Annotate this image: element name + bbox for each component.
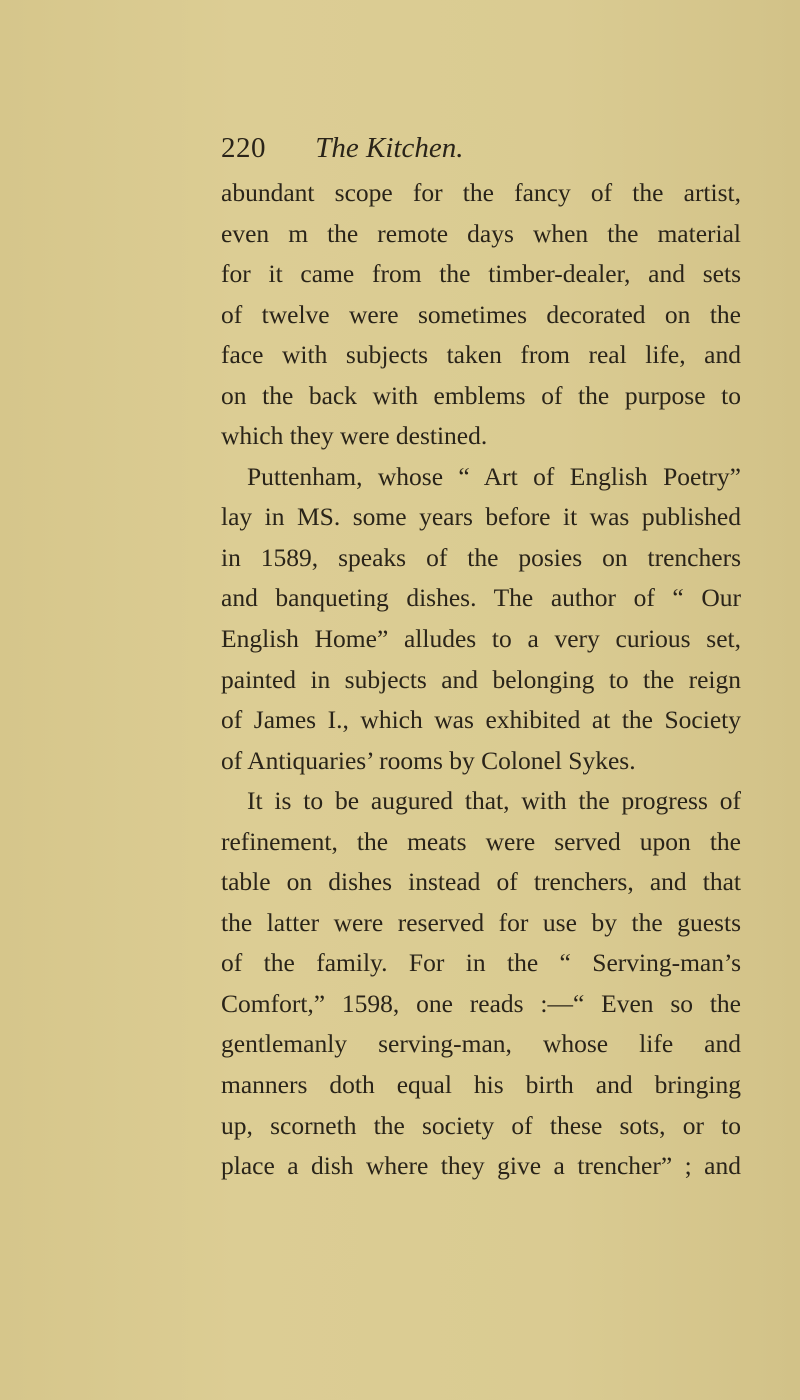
text-line: of Antiquaries’ rooms by Colonel Sykes. xyxy=(221,745,636,775)
text-line: and banqueting dishes. The author of “ Our xyxy=(221,583,741,613)
paragraph-start-line: Puttenham, whose “ Art of English Poetry” xyxy=(247,461,741,491)
text-line: of the family. For in the “ Serving-man’s xyxy=(221,948,741,978)
text-line: place a dish where they give a trencher” ; and xyxy=(221,1151,741,1181)
text-line: painted in subjects and belonging to the reign xyxy=(221,664,741,694)
page-number: 220 xyxy=(221,132,266,164)
text-line: on the back with emblems of the purpose to xyxy=(221,380,741,410)
text-line: abundant scope for the fancy of the artist, xyxy=(221,178,741,207)
text-line: of twelve were sometimes decorated on the xyxy=(221,299,741,329)
running-title: The Kitchen. xyxy=(315,132,464,164)
text-line: face with subjects taken from real life, and xyxy=(221,340,741,370)
text-line: Comfort,” 1598, one reads :—“ Even so the xyxy=(221,988,741,1018)
body-text xyxy=(221,173,741,1187)
text-line: table on dishes instead of trenchers, and that xyxy=(221,867,741,897)
running-head xyxy=(221,128,741,168)
text-line: gentlemanly serving-man, whose life and xyxy=(221,1029,741,1059)
text-line: which they were destined. xyxy=(221,421,488,451)
text-line: lay in MS. some years before it was published xyxy=(221,502,741,532)
text-line: of James I., which was exhibited at the Society xyxy=(221,705,741,735)
text-line: up, scorneth the society of these sots, or to xyxy=(221,1110,741,1140)
text-line: for it came from the timber-dealer, and sets xyxy=(221,259,741,289)
text-line: even m the remote days when the material xyxy=(221,218,741,248)
paragraph-start-line: It is to be augured that, with the progress of xyxy=(247,786,741,816)
text-line: English Home” alludes to a very curious set, xyxy=(221,624,741,654)
text-line: in 1589, speaks of the posies on trenchers xyxy=(221,542,741,572)
text-line: manners doth equal his birth and bringing xyxy=(221,1070,741,1100)
text-line: the latter were reserved for use by the guests xyxy=(221,907,741,937)
text-line: refinement, the meats were served upon the xyxy=(221,826,741,856)
